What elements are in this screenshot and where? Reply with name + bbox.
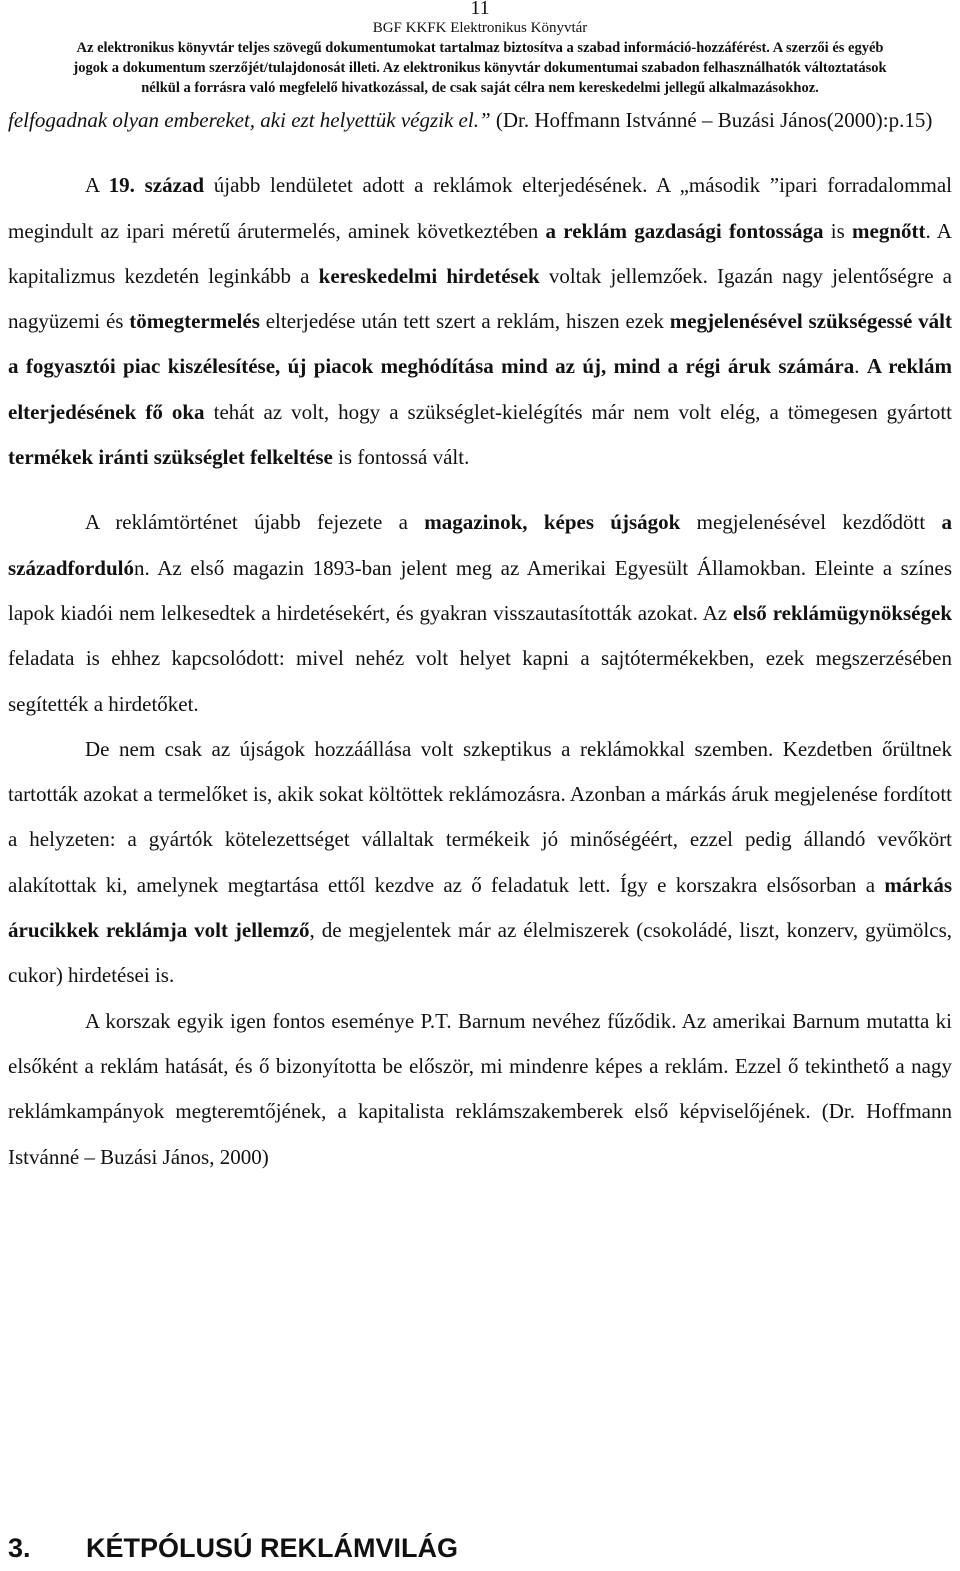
text-run: feladata is ehhez kapcsolódott: mivel nehéz volt helyet kapni a sajtótermékekben, ezek megszerzésében segítették a hirdetőket.	[8, 646, 952, 716]
text-run: A korszak egyik igen fontos eseménye P.T. Barnum nevéhez fűződik. Az amerikai Barnum mutatta ki elsőként a reklám hatását, és ő bizonyította be először, mi mindenre képes a reklám. Ezzel ő tekinthető a nagy reklámkampányok megteremtőjének, a kapitalista reklámszakemberek első képviselőjének. (Dr. Hoffmann Istvánné – Buzási János, 2000)	[8, 1008, 952, 1169]
text-run: voltak jellemzőek. Igazán nagy jelentőségre a nagyüzemi és	[8, 263, 952, 334]
quote-citation: (Dr. Hoffmann Istvánné – Buzási János(2000):p.15)	[490, 108, 933, 132]
paragraph-magazines	[8, 500, 952, 726]
library-name: BGF KKFK Elektronikus Könyvtár	[372, 20, 588, 36]
text-run: megjelenésével kezdődött	[680, 510, 942, 535]
bold-run: a századforduló	[8, 510, 953, 580]
document-body	[8, 98, 952, 1180]
bold-run: a reklám gazdasági fontossága	[545, 218, 824, 243]
text-run: tehát az volt, hogy a szükséglet-kielégítés már nem volt elég, a tömegesen gyártott	[204, 399, 953, 424]
quote-continuation-paragraph	[8, 98, 952, 143]
text-run: . A kapitalizmus kezdetén leginkább a	[8, 218, 952, 288]
bold-run: A reklám elterjedésének fő oka	[8, 354, 952, 424]
page-number: 11	[470, 0, 490, 19]
section-title: KÉTPÓLUSÚ REKLÁMVILÁG	[86, 1533, 459, 1563]
bold-run: kereskedelmi hirdetések	[318, 263, 540, 288]
paragraph-brands	[8, 727, 952, 999]
bold-run: 19. század	[108, 173, 205, 198]
bold-run: termékek iránti szükséglet felkeltése	[8, 445, 333, 470]
page-header	[0, 0, 960, 98]
bold-run: első reklámügynökségek	[732, 600, 952, 625]
text-run: A reklámtörténet újabb fejezete a	[85, 510, 425, 535]
quote-text: felfogadnak olyan embereket, aki ezt helyettük végzik el.”	[8, 108, 491, 132]
bold-run: magazinok, képes újságok	[424, 510, 681, 535]
text-run: is fontossá vált.	[332, 445, 470, 470]
text-run: újabb lendületet adott a reklámok elterjedésének. A „második ”ipari forradalommal megindult az ipari méretű árutermelés, aminek következtében	[8, 173, 952, 243]
text-run: De nem csak az újságok hozzáállása volt szkeptikus a reklámokkal szemben. Kezdetben őrültnek tartották azokat a termelőket is, akik sokat költöttek reklámozásra. Azonban a márkás áruk megjelenése fordított a helyzeten: a gyártók kötelezettséget vállaltak termékeik jó minőségéért, ezzel pedig állandó vevőkört alakítottak ki, amelynek megtartása ettől kezdve az ő feladatuk lett. Így e korszakra elsősorban a	[8, 736, 952, 897]
section-heading	[8, 1528, 458, 1568]
copyright-notice-line-2: jogok a dokumentum szerzőjét/tulajdonosát illeti. Az elektronikus könyvtár dokumentumai szabadon felhasználhatók változtatások	[73, 60, 887, 76]
text-run: , de megjelentek már az élelmiszerek (csokoládé, liszt, konzerv, gyümölcs, cukor) hirdetései is.	[8, 918, 952, 988]
bold-run: megnőtt	[852, 218, 926, 243]
bold-run: márkás árucikkek reklámja volt jellemző	[8, 872, 952, 943]
paragraph-barnum	[8, 999, 952, 1180]
bold-run: tömegtermelés	[129, 309, 260, 334]
paragraph-19th-century	[8, 163, 952, 480]
copyright-notice-line-3: nélkül a forrásra való megfelelő hivatkozással, de csak saját célra nem kereskedelmi jellegű alkalmazásokhoz.	[141, 80, 819, 96]
section-number: 3.	[8, 1533, 31, 1563]
text-run: n. Az első magazin 1893-ban jelent meg az Amerikai Egyesült Államokban. Eleinte a színes lapok kiadói nem lelkesedtek a hirdetésekért, és gyakran visszautasították azokat. Az	[8, 555, 952, 625]
bold-run: megjelenésével szükségessé vált a fogyasztói piac kiszélesítése, új piacok meghódítása mind az új, mind a régi áruk számára	[8, 309, 953, 379]
text-run: is	[823, 218, 852, 243]
text-run: elterjedése után tett szert a reklám, hiszen ezek	[259, 309, 670, 334]
copyright-notice-line-1: Az elektronikus könyvtár teljes szövegű dokumentumokat tartalmaz biztosítva a szabad információ-hozzáférést. A szerzői és egyéb	[76, 40, 884, 56]
text-run: A	[85, 173, 109, 198]
text-run: .	[854, 354, 867, 379]
